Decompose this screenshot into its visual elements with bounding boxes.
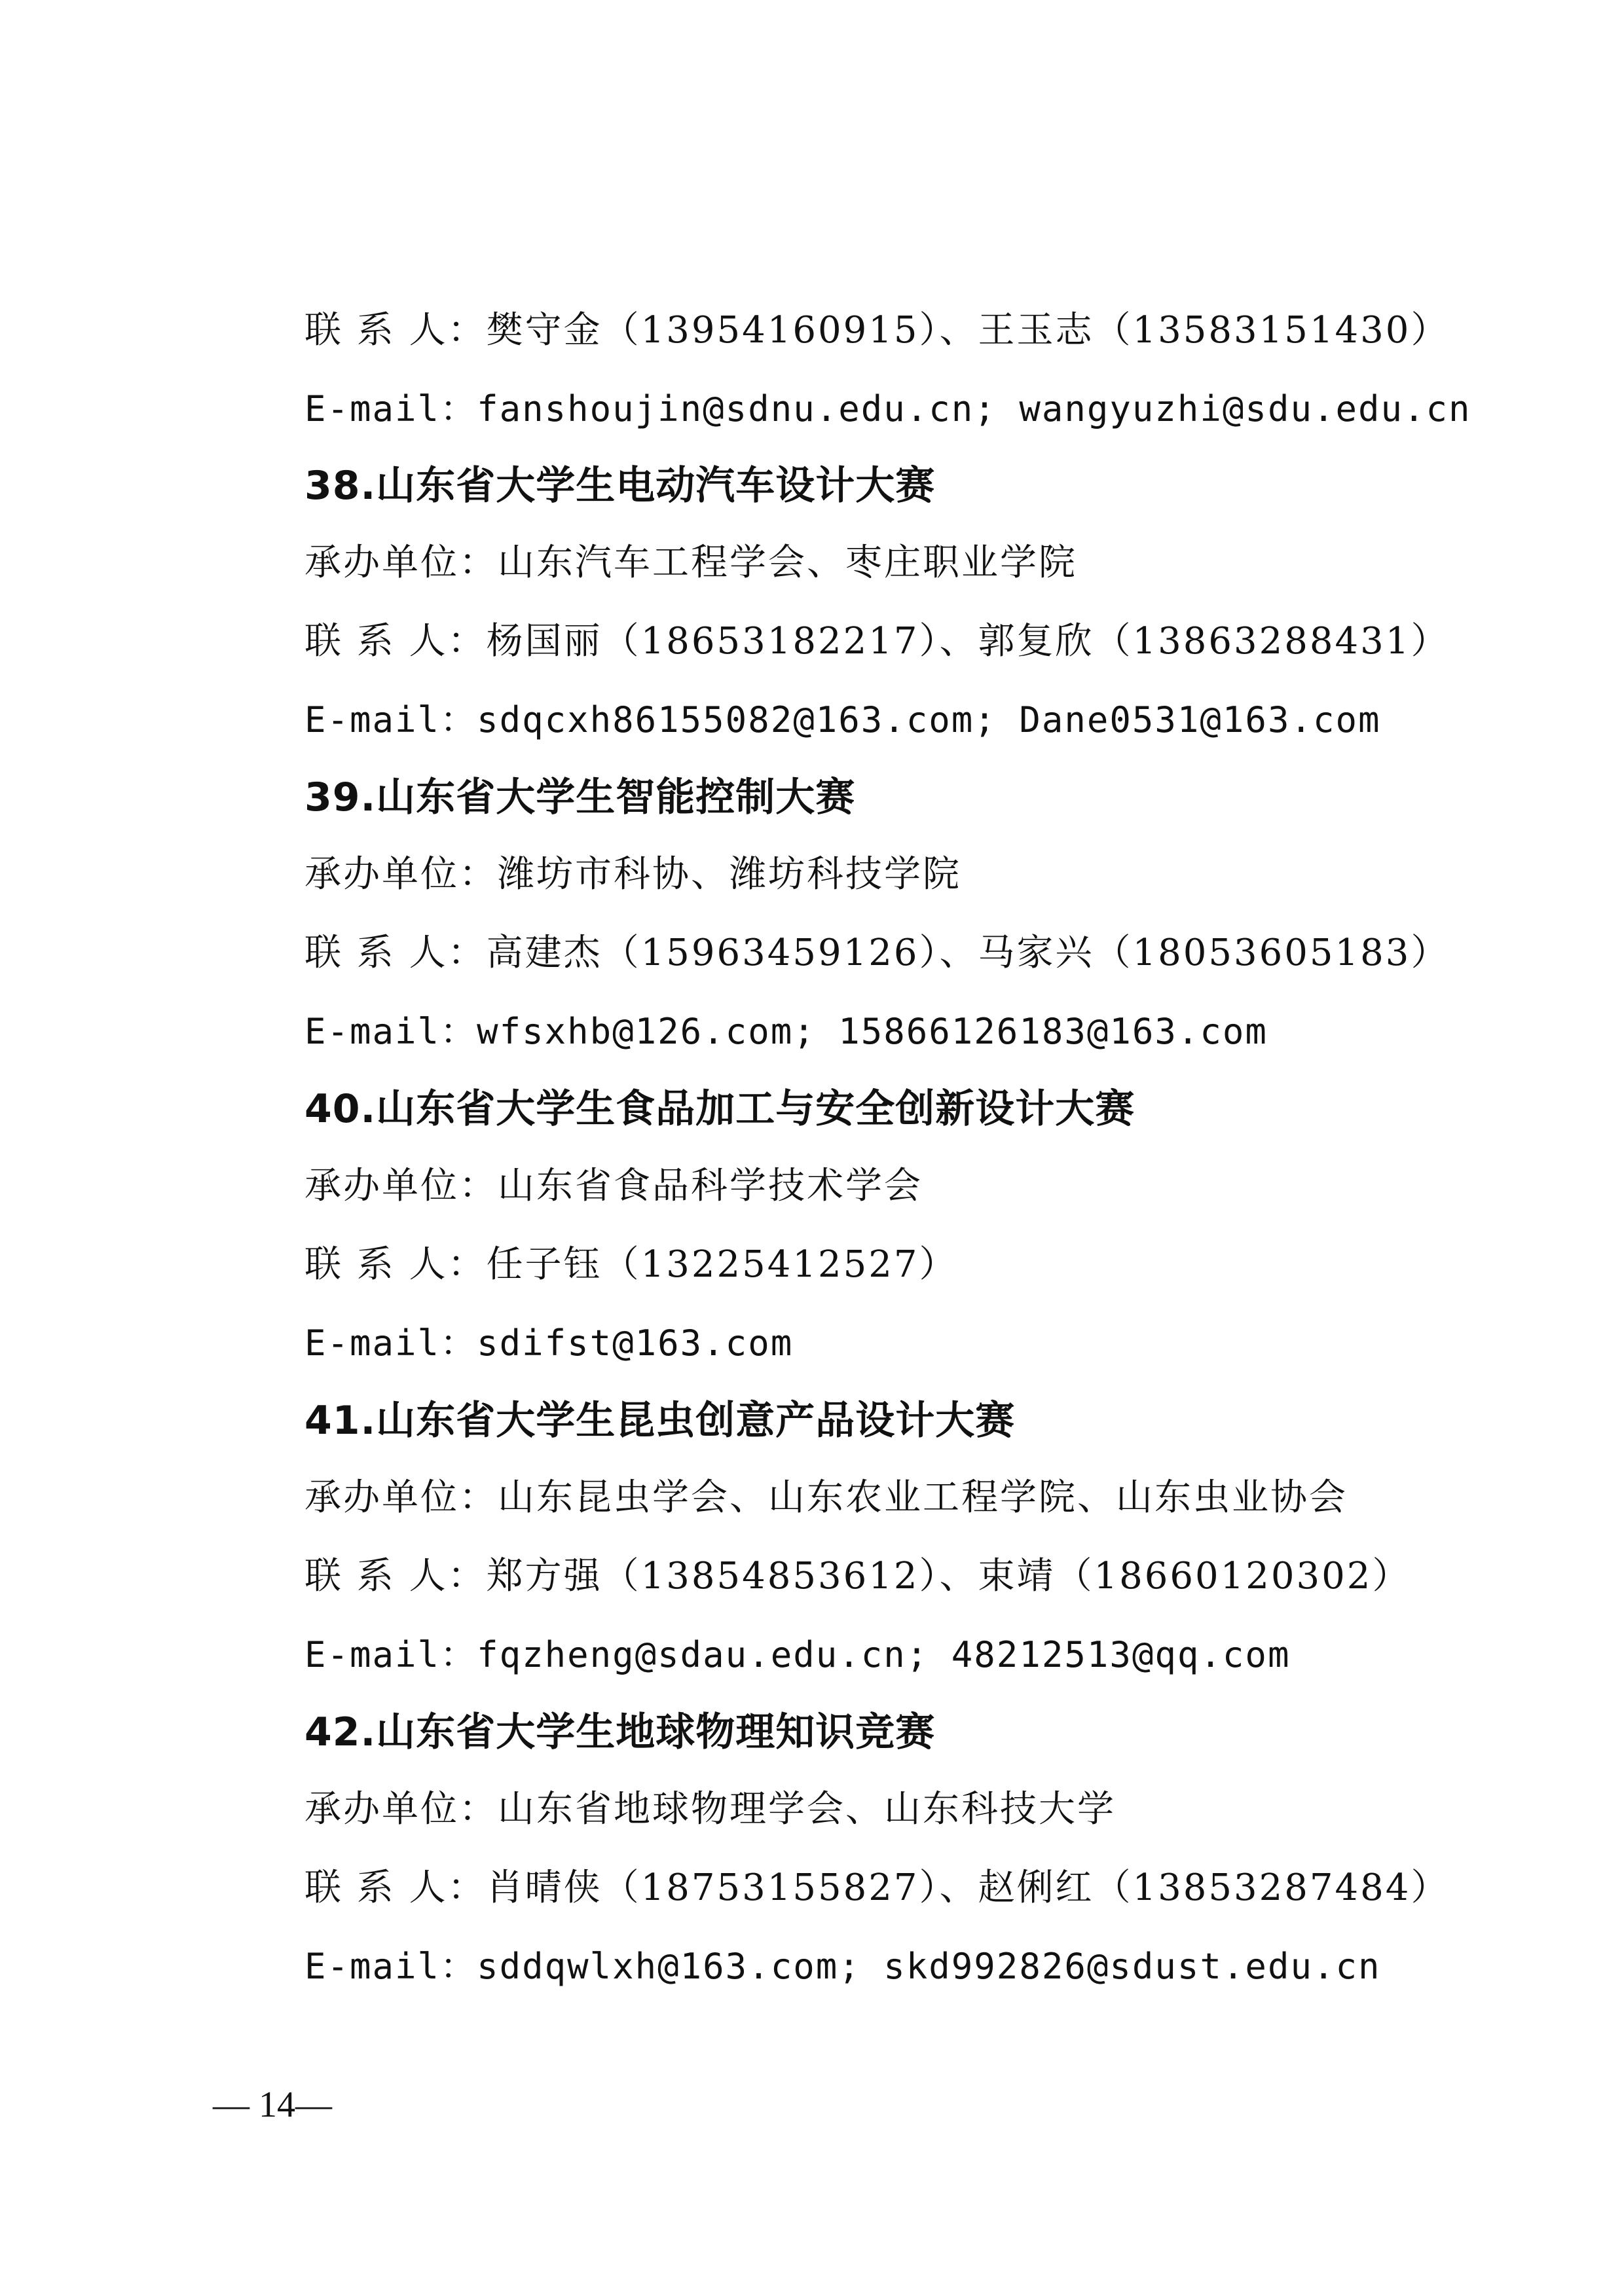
contact-line-42: 联 系 人：肖晴侠（18753155827）、赵俐红（13853287484） (304, 1867, 1450, 1909)
email-line-38: E-mail：sdqcxh86155082@163.com; Dane0531@163.com (304, 699, 1381, 740)
contact-line-40: 联 系 人：任子钰（13225412527） (304, 1243, 958, 1286)
organizer-line-42: 承办单位：山东省地球物理学会、山东科技大学 (304, 1788, 1116, 1831)
email-line-37: E-mail：fanshoujin@sdnu.edu.cn; wangyuzhi@sdu.edu.cn (304, 388, 1471, 429)
page-number: — 14— (213, 2085, 332, 2125)
section-heading-39: 39.山东省大学生智能控制大赛 (304, 774, 856, 820)
section-heading-42: 42.山东省大学生地球物理知识竞赛 (304, 1709, 936, 1755)
section-heading-40: 40.山东省大学生食品加工与安全创新设计大赛 (304, 1086, 1135, 1132)
organizer-line-40: 承办单位：山东省食品科学技术学会 (304, 1165, 923, 1207)
section-heading-41: 41.山东省大学生昆虫创意产品设计大赛 (304, 1398, 1016, 1444)
email-line-39: E-mail：wfsxhb@126.com; 15866126183@163.com (304, 1011, 1268, 1052)
contact-line-37: 联 系 人：樊守金（13954160915）、王玉志（13583151430） (304, 309, 1450, 352)
email-line-41: E-mail：fqzheng@sdau.edu.cn; 48212513@qq.com (304, 1634, 1291, 1675)
contact-line-38: 联 系 人：杨国丽（18653182217）、郭复欣（13863288431） (304, 620, 1450, 663)
email-line-40: E-mail：sdifst@163.com (304, 1322, 794, 1364)
organizer-line-38: 承办单位：山东汽车工程学会、枣庄职业学院 (304, 541, 1077, 584)
contact-line-41: 联 系 人：郑方强（13854853612）、束靖（18660120302） (304, 1555, 1411, 1597)
organizer-line-41: 承办单位：山东昆虫学会、山东农业工程学院、山东虫业协会 (304, 1476, 1348, 1519)
email-line-42: E-mail：sddqwlxh@163.com; skd992826@sdust.edu.cn (304, 1946, 1381, 1987)
organizer-line-39: 承办单位：潍坊市科协、潍坊科技学院 (304, 853, 961, 896)
contact-line-39: 联 系 人：高建杰（15963459126）、马家兴（18053605183） (304, 932, 1450, 974)
section-heading-38: 38.山东省大学生电动汽车设计大赛 (304, 463, 936, 509)
